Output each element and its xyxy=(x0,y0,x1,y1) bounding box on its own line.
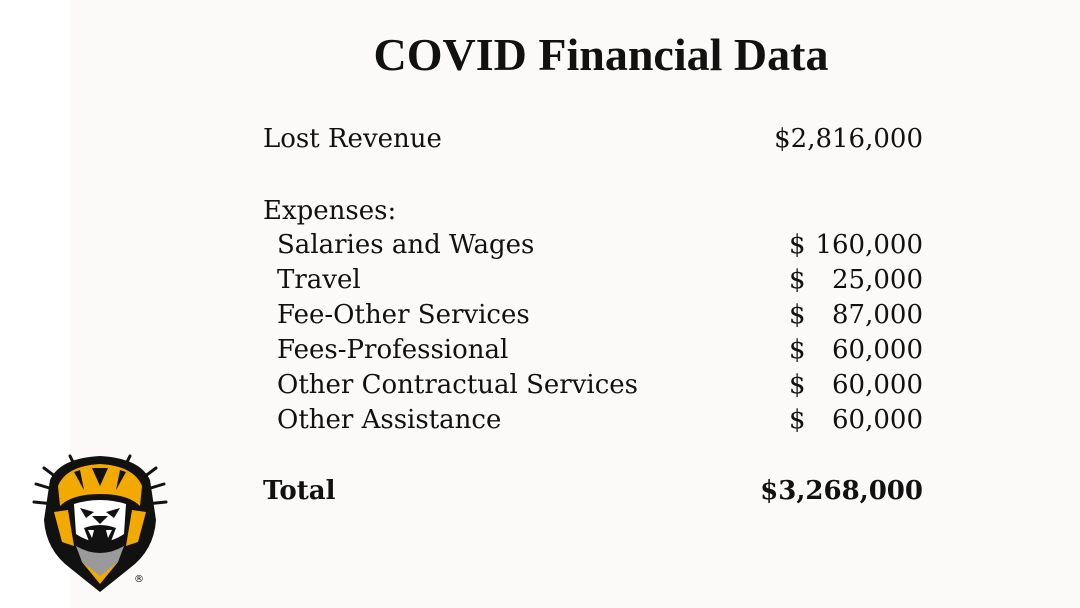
expense-currency: $ xyxy=(789,335,806,365)
total-row xyxy=(263,474,923,508)
expense-currency: $ xyxy=(789,300,806,330)
expense-currency: $ xyxy=(789,230,806,260)
expense-label: Fee-Other Services xyxy=(277,300,530,330)
expense-label: Travel xyxy=(277,265,361,295)
total-label: Total xyxy=(263,476,336,506)
expense-label: Other Assistance xyxy=(277,405,502,435)
expense-row xyxy=(277,368,923,402)
expense-label: Other Contractual Services xyxy=(277,370,639,400)
expense-row xyxy=(277,263,923,297)
expense-row xyxy=(277,403,923,437)
expense-label: Fees-Professional xyxy=(277,335,509,365)
expense-row xyxy=(277,228,923,262)
expense-amount: 25,000 xyxy=(832,265,923,295)
expense-amount: 60,000 xyxy=(832,405,923,435)
expense-row xyxy=(277,298,923,332)
expense-amount: 60,000 xyxy=(832,335,923,365)
total-value: $3,268,000 xyxy=(760,476,923,506)
expense-currency: $ xyxy=(789,265,806,295)
expense-currency: $ xyxy=(789,405,806,435)
expense-amount: 87,000 xyxy=(832,300,923,330)
expense-amount: 60,000 xyxy=(832,370,923,400)
tiger-head-logo-icon xyxy=(30,450,170,598)
expense-amount: 160,000 xyxy=(815,230,923,260)
lost-revenue-row xyxy=(263,122,923,156)
lost-revenue-label: Lost Revenue xyxy=(263,124,442,154)
expense-currency: $ xyxy=(789,370,806,400)
expense-row xyxy=(277,333,923,367)
lost-revenue-value: $2,816,000 xyxy=(774,124,923,154)
expenses-heading: Expenses: xyxy=(263,196,397,226)
registered-mark: ® xyxy=(134,574,144,585)
expense-label: Salaries and Wages xyxy=(277,230,535,260)
expenses-heading-row xyxy=(263,194,563,228)
slide-title: COVID Financial Data xyxy=(373,29,829,80)
